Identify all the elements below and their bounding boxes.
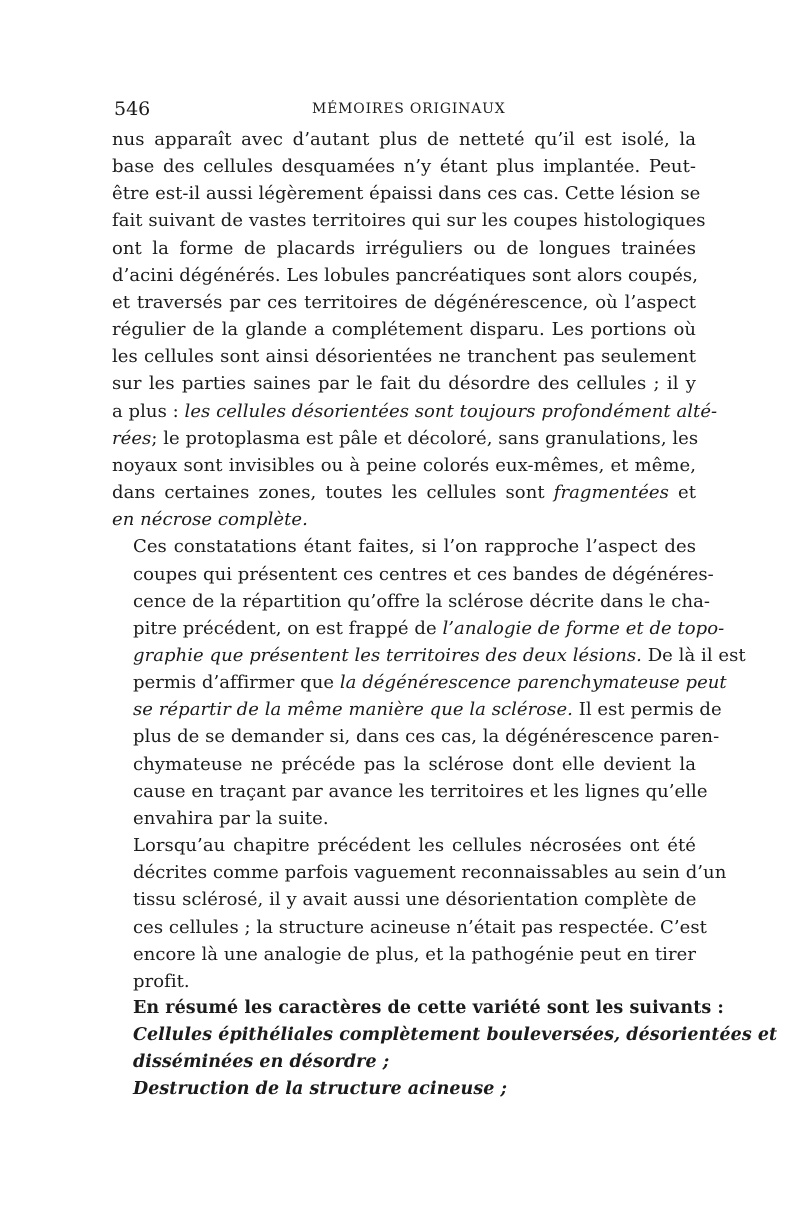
text-run: sur les parties saines par le fait du désordre des cellules ; il y bbox=[112, 373, 696, 395]
text-run: être est-il aussi légèrement épaissi dans ces cas. Cette lésion se bbox=[112, 183, 701, 205]
italic-text: Destruction de la structure acineuse ; bbox=[133, 1079, 508, 1100]
text-line bbox=[112, 1022, 778, 1049]
text-line bbox=[112, 398, 718, 425]
running-header bbox=[112, 96, 696, 126]
italic-text: la dégénérescence parenchymateuse peut bbox=[339, 672, 727, 694]
italic-text: graphie que présentent les territoires des deux lésions. bbox=[133, 644, 642, 666]
summary-paragraph bbox=[112, 995, 724, 1022]
text-line bbox=[112, 126, 696, 153]
text-line bbox=[112, 207, 706, 234]
text-run: noyaux sont invisibles ou à peine colorés eux-mêmes, et même, bbox=[112, 454, 696, 476]
text-line bbox=[112, 561, 714, 588]
text-line bbox=[112, 180, 701, 207]
text-run: Lorsqu’au chapitre précédent les cellules nécrosées ont été bbox=[133, 835, 696, 857]
text-line bbox=[112, 696, 722, 723]
italic-text: se répartir de la même manière que la sclérose. bbox=[133, 699, 573, 721]
text-run: encore là une analogie de plus, et la pathogénie peut en tirer bbox=[133, 943, 696, 965]
summary-paragraph bbox=[112, 1076, 696, 1103]
text-line bbox=[112, 506, 696, 533]
italic-text: les cellules désorientées sont toujours profondément alté- bbox=[184, 400, 718, 422]
text-line bbox=[112, 642, 746, 669]
text-line bbox=[112, 859, 727, 886]
summary-paragraph bbox=[112, 1022, 778, 1076]
text-run: d’acini dégénérés. Les lobules pancréatiques sont alors coupés, bbox=[112, 264, 698, 286]
text-run: coupes qui présentent ces centres et ces bandes de dégénéres- bbox=[133, 563, 714, 585]
text-line bbox=[112, 615, 725, 642]
text-line bbox=[112, 153, 696, 180]
text-line bbox=[112, 832, 696, 859]
text-line bbox=[112, 262, 696, 289]
text-line bbox=[112, 452, 696, 479]
text-run: ces cellules ; la structure acineuse n’était pas respectée. C’est bbox=[133, 916, 707, 938]
text-line bbox=[112, 1049, 696, 1076]
text-run: ont la forme de placards irréguliers ou de longues trainées bbox=[112, 237, 696, 259]
italic-text: fragmentées bbox=[553, 482, 669, 504]
text-line bbox=[112, 370, 696, 397]
paragraph bbox=[112, 832, 727, 995]
text-run: a plus : bbox=[112, 400, 185, 422]
text-run: tissu sclérosé, il y avait aussi une désorientation complète de bbox=[133, 889, 697, 911]
text-run: En résumé les caractères de cette variété sont les suivants : bbox=[133, 998, 724, 1018]
body-text bbox=[112, 126, 778, 1104]
text-run: fait suivant de vastes territoires qui sur les coupes histologiques bbox=[112, 210, 706, 232]
text-run: cence de la répartition qu’offre la sclérose décrite dans le cha- bbox=[133, 590, 710, 612]
text-run: chymateuse ne précéde pas la sclérose dont elle devient la bbox=[133, 753, 696, 775]
italic-text: l’analogie de forme et de topo- bbox=[442, 617, 725, 639]
text-line bbox=[112, 914, 707, 941]
text-run: plus de se demander si, dans ces cas, la dégénérescence paren- bbox=[133, 726, 720, 748]
text-run: nus apparaît avec d’autant plus de netteté qu’il est isolé, la bbox=[112, 129, 696, 150]
text-line bbox=[112, 941, 696, 968]
text-run: les cellules sont ainsi désorientées ne tranchent pas seulement bbox=[112, 346, 696, 368]
text-run: pitre précédent, on est frappé de bbox=[133, 617, 443, 639]
text-line bbox=[112, 1076, 696, 1103]
text-line bbox=[112, 588, 710, 615]
italic-text: Cellules épithéliales complètement bouleversées, désorientées et bbox=[133, 1025, 778, 1046]
text-line bbox=[112, 343, 696, 370]
text-line bbox=[112, 289, 696, 316]
text-run: Ces constatations étant faites, si l’on rapproche l’aspect des bbox=[133, 536, 696, 558]
text-line bbox=[112, 316, 696, 343]
text-run: dans certaines zones, toutes les cellules sont bbox=[112, 482, 554, 504]
page-number: 546 bbox=[114, 98, 151, 120]
text-line bbox=[112, 235, 696, 262]
text-run: décrites comme parfois vaguement reconnaissables au sein d’un bbox=[133, 862, 727, 884]
document-page bbox=[112, 96, 778, 1104]
text-run: et bbox=[668, 482, 696, 504]
text-line bbox=[112, 533, 696, 560]
text-line bbox=[112, 669, 727, 696]
paragraph bbox=[112, 533, 746, 832]
text-line bbox=[112, 723, 720, 750]
text-line bbox=[112, 751, 696, 778]
text-line bbox=[112, 479, 696, 506]
italic-text: en nécrose complète. bbox=[112, 509, 308, 531]
text-line bbox=[112, 968, 696, 995]
text-run: cause en traçant par avance les territoires et les lignes qu’elle bbox=[133, 780, 708, 802]
header-title: MÉMOIRES ORIGINAUX bbox=[312, 101, 506, 117]
text-run: Il est permis de bbox=[572, 699, 722, 721]
text-line bbox=[112, 886, 696, 913]
text-run: permis d’affirmer que bbox=[133, 672, 340, 694]
text-line bbox=[112, 425, 699, 452]
text-line bbox=[112, 805, 696, 832]
italic-text: disséminées en désordre ; bbox=[133, 1052, 390, 1073]
text-run: profit. bbox=[133, 970, 190, 992]
text-line bbox=[112, 778, 708, 805]
text-run: régulier de la glande a complétement disparu. Les portions où bbox=[112, 319, 696, 341]
text-run: De là il est bbox=[641, 644, 746, 666]
text-line bbox=[112, 995, 724, 1022]
text-run: base des cellules desquamées n’y étant plus implantée. Peut- bbox=[112, 156, 696, 178]
italic-text: rées bbox=[112, 427, 152, 449]
text-run: envahira par la suite. bbox=[133, 807, 329, 829]
paragraph bbox=[112, 126, 718, 533]
text-run: ; le protoplasma est pâle et décoloré, sans granulations, les bbox=[151, 427, 699, 449]
text-run: et traversés par ces territoires de dégénérescence, où l’aspect bbox=[112, 291, 696, 313]
